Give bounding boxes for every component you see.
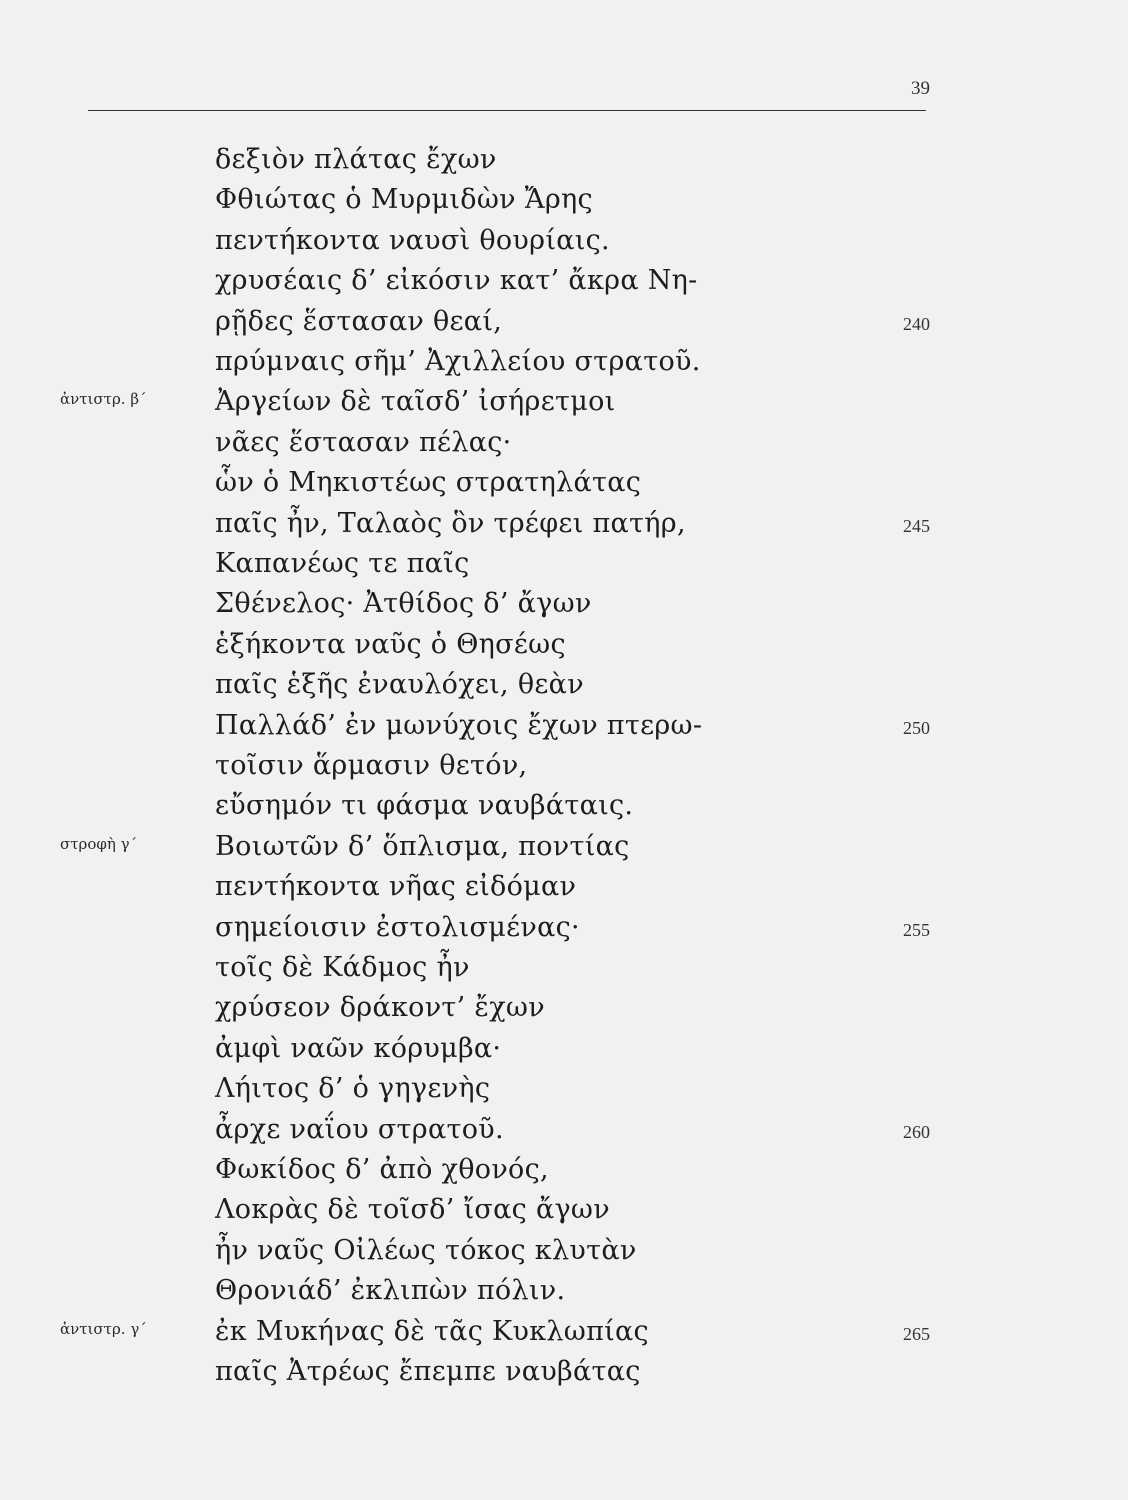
verse-line: Λοκρὰς δὲ τοῖσδ’ ἴσας ἄγων [215,1194,610,1226]
verse-line: Φθιώτας ὁ Μυρμιδὼν Ἄρης [215,184,593,216]
verse-line: ἐκ Μυκήνας δὲ τᾶς Κυκλωπίας [215,1315,649,1347]
verse-line: Παλλάδ’ ἐν μωνύχοις ἔχων πτερω- [215,709,703,741]
verse-number: 265 [903,1323,930,1344]
verse-line: χρυσέαις δ’ εἰκόσιν κατ’ ἄκρα Νη- [215,265,698,297]
verse-line: παῖς ἑξῆς ἐναυλόχει, θεὰν [215,669,584,701]
section-marker: ἀντιστρ. γ΄ [60,1319,147,1338]
verse-number: 240 [903,313,930,334]
verse-line: σημείοισιν ἐστολισμένας· [215,911,580,943]
verse-number: 245 [903,515,930,536]
verse-line: ρῇδες ἕστασαν θεαί, [215,305,503,337]
verse-line: Βοιωτῶν δ’ ὅπλισμα, ποντίας [215,830,630,862]
verse-line: Σθένελος· Ἀτθίδος δ’ ἄγων [215,588,592,620]
verse-line: παῖς Ἀτρέως ἔπεμπε ναυβάτας [215,1356,641,1387]
verse-line: ὧν ὁ Μηκιστέως στρατηλάτας [215,467,642,499]
verse-line: χρύσεον δράκοντ’ ἔχων [215,992,545,1024]
verse-line: ἆρχε ναΐου στρατοῦ. [215,1113,504,1145]
section-marker: στροφὴ γ΄ [60,834,138,853]
verse-line: ἑξήκοντα ναῦς ὁ Θησέως [215,628,566,660]
verse-line: εὔσημόν τι φάσμα ναυβάταις. [215,790,634,822]
verse-line: παῖς ἦν, Ταλαὸς ὃν τρέφει πατήρ, [215,507,686,539]
verse-line: πρύμναις σῆμ’ Ἀχιλλείου στρατοῦ. [215,346,701,377]
verse-line: ἀμφὶ ναῶν κόρυμβα· [215,1032,502,1064]
verse-line: πεντήκοντα ναυσὶ θουρίαις. [215,224,610,256]
verse-line: τοῖσιν ἅρμασιν θετόν, [215,750,528,781]
verse-line: δεξιὸν πλάτας ἔχων [215,144,497,175]
verse-line: νᾶες ἕστασαν πέλας· [215,426,512,458]
section-marker: ἀντιστρ. β΄ [60,390,147,409]
verse-line: τοῖς δὲ Κάδμος ἦν [215,952,470,983]
verse-number: 250 [903,717,930,738]
verse-line: Ἀργείων δὲ ταῖσδ’ ἰσήρετμοι [215,386,616,418]
page-number: 39 [911,78,930,99]
verse-line: Θρονιάδ’ ἐκλιπὼν πόλιν. [215,1275,566,1307]
verse-line: πεντήκοντα νῆας εἰδόμαν [215,871,577,903]
verse-number: 260 [903,1121,930,1142]
verse-line: Φωκίδος δ’ ἀπὸ χθονός, [215,1154,549,1185]
verse-line: Λήιτος δ’ ὁ γηγενὴς [215,1073,491,1105]
verse-number: 255 [903,919,930,940]
verse-line: ἦν ναῦς Οἰλέως τόκος κλυτὰν [215,1234,637,1266]
verse-line: Καπανέως τε παῖς [215,548,470,579]
